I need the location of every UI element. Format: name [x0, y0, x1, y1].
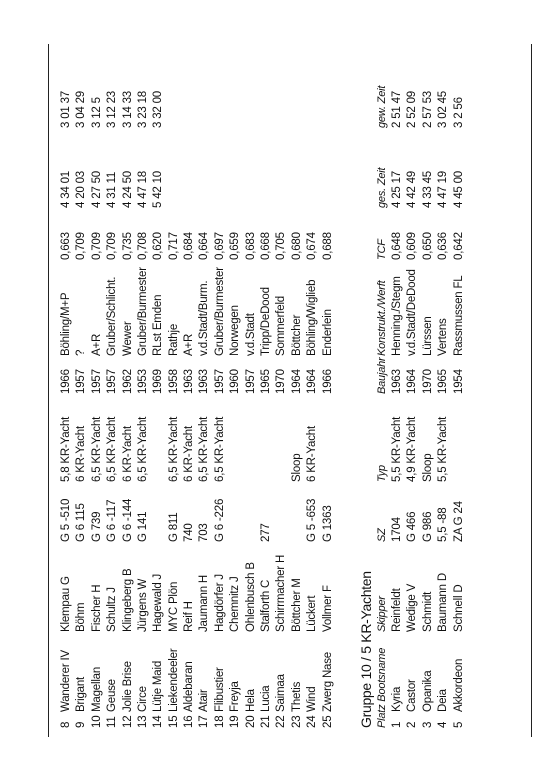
table-row	[228, 53, 243, 728]
cell-typ: Sloop	[421, 453, 434, 482]
cell-year: 1963	[183, 369, 196, 394]
cell-typ	[151, 394, 166, 482]
cell-skipper: Böhm	[75, 602, 88, 632]
cell-nr: 2	[406, 721, 419, 728]
cell-boat: Brigant	[75, 676, 88, 712]
cell-nr: 20	[244, 715, 257, 728]
cell-nr: 16	[183, 715, 196, 728]
cell-gz	[244, 128, 259, 208]
cell-gz: 4 20 03	[75, 171, 88, 208]
cell-designer: Böttcher	[290, 314, 303, 356]
cell-boat: Freyja	[229, 681, 242, 712]
cell-gew	[305, 53, 320, 128]
table-row	[74, 53, 89, 728]
cell-designer: Henning./Stegm	[390, 276, 403, 356]
cell-nr: 13	[136, 715, 149, 728]
cell-nr: 4	[437, 721, 450, 728]
cell-gz	[305, 128, 320, 208]
cell-tcf: 0,620	[152, 232, 165, 260]
cell-typ: 5,8 KR-Yacht	[59, 416, 72, 482]
cell-skipper: Böttcher M	[290, 578, 303, 632]
cell-tcf: 0,683	[244, 232, 257, 260]
cell-gz: 4 47 18	[136, 171, 149, 208]
cell-year: 1965	[437, 369, 450, 394]
table-row	[198, 53, 213, 728]
cell-nr: 11	[106, 716, 119, 728]
cell-nr: 14	[152, 715, 165, 728]
cell-year: 1957	[106, 369, 119, 394]
cell-sz: G 5 -653	[306, 498, 319, 542]
cell-year: 1964	[290, 369, 303, 394]
cell-tcf: 0,650	[421, 232, 434, 260]
cell-gz	[228, 128, 243, 208]
cell-gew: 3 2 56	[452, 97, 465, 128]
cell-boat: Liekendeeler	[167, 648, 180, 712]
cell-typ: 6,5 KR-Yacht	[90, 416, 103, 482]
cell-year: 1957	[244, 369, 257, 394]
table-row	[182, 53, 197, 728]
cell-sz: ZA G 24	[452, 501, 465, 542]
cell-year: 1953	[136, 369, 149, 394]
group-10-table	[375, 53, 467, 728]
cell-year: 1954	[452, 369, 465, 394]
cell-tcf: 0,708	[136, 232, 149, 260]
cell-designer: Gruber/Schlicht.	[106, 276, 119, 356]
cell-typ: 5,5 KR-Yacht	[437, 416, 450, 482]
cell-designer: Böhling/Wiglieb	[306, 279, 319, 356]
cell-gz	[274, 128, 289, 208]
cell-year: 1958	[167, 369, 180, 394]
cell-gew: 2 57 53	[421, 91, 434, 128]
cell-sz	[244, 482, 259, 542]
cell-sz: 703	[198, 523, 211, 542]
cell-boat: Saimaa	[275, 674, 288, 712]
cell-skipper: Klingeberg B	[121, 568, 134, 632]
cell-typ: 4,9 KR-Yacht	[406, 416, 419, 482]
cell-gz: 4 24 50	[121, 171, 134, 208]
cell-designer: Vertens	[437, 318, 450, 356]
cell-designer: v.d.Stadt/DeDood	[406, 269, 419, 356]
cell-sz: G 141	[136, 511, 149, 542]
cell-boat: Akkordeon	[452, 658, 465, 712]
cell-gz	[167, 128, 182, 208]
cell-boat: Aldebaran	[183, 661, 196, 712]
cell-year: 1966	[321, 369, 334, 394]
table-row	[167, 53, 182, 728]
table-row	[321, 53, 336, 728]
header-designer: Konstrukt./Werft	[376, 280, 388, 356]
cell-boat: Opanika	[421, 670, 434, 712]
cell-year: 1962	[121, 369, 134, 394]
cell-typ: 6,5 KR-Yacht	[106, 416, 119, 482]
cell-skipper: Fischer H	[90, 584, 103, 632]
cell-designer: Gruber/Burmester	[136, 267, 149, 356]
cell-sz: G 6 -226	[213, 498, 226, 542]
cell-boat: Wind	[306, 686, 319, 712]
cell-year: 1965	[260, 369, 273, 394]
cell-boat: Deia	[437, 689, 450, 712]
cell-designer: A+R	[183, 333, 196, 356]
cell-tcf: 0,697	[213, 232, 226, 260]
cell-gew: 2 52 09	[406, 91, 419, 128]
header-corrected-time: gew. Zeit	[376, 85, 388, 128]
cell-nr: 3	[421, 721, 434, 728]
cell-gew: 3 12 5	[90, 97, 103, 128]
cell-boat: Magellan	[90, 666, 103, 712]
cell-tcf: 0,735	[121, 232, 134, 260]
cell-gew: 3 23 18	[136, 91, 149, 128]
cell-typ: 6,5 KR-Yacht	[198, 416, 211, 482]
cell-year: 1960	[229, 369, 242, 394]
cell-sz: G 1363	[321, 505, 334, 542]
cell-tcf: 0,684	[183, 232, 196, 260]
cell-nr: 19	[229, 715, 242, 728]
cell-gew	[321, 53, 336, 128]
cell-skipper: Stalforth C	[260, 579, 273, 632]
cell-sz: G 6 -144	[121, 498, 134, 542]
header-row	[375, 53, 390, 728]
cell-gz: 4 31 11	[106, 171, 119, 208]
cell-tcf: 0,668	[260, 232, 273, 260]
cell-typ	[452, 394, 467, 482]
table-row	[105, 53, 120, 728]
table-row	[151, 53, 166, 728]
cell-designer: A+R	[90, 333, 103, 356]
cell-year: 1969	[152, 369, 165, 394]
cell-gz	[290, 128, 305, 208]
header-tcf: TCF	[376, 239, 388, 260]
cell-boat: Thetis	[290, 681, 303, 712]
cell-typ	[259, 394, 274, 482]
cell-year: 1970	[421, 369, 434, 394]
table-row	[290, 53, 305, 728]
cell-typ: Sloop	[290, 453, 303, 482]
cell-skipper: Hagdörfer J	[213, 574, 226, 632]
cell-year: 1963	[198, 369, 211, 394]
cell-gew	[167, 53, 182, 128]
cell-gz	[198, 128, 213, 208]
table-row	[274, 53, 289, 728]
cell-year: 1957	[213, 369, 226, 394]
cell-boat: Jolie Brise	[121, 661, 134, 712]
cell-gew	[274, 53, 289, 128]
table-row	[436, 53, 451, 728]
cell-designer: v.d.Stadt	[244, 313, 257, 356]
cell-sz: 1704	[390, 517, 403, 542]
cell-skipper: Jaumann H	[198, 574, 211, 632]
cell-nr: 15	[167, 715, 180, 728]
cell-designer: Rathje	[167, 323, 180, 356]
cell-skipper: Jürgens W	[136, 578, 149, 632]
cell-nr: 25	[321, 715, 334, 728]
cell-boat: Atair	[198, 689, 211, 712]
cell-gz	[213, 128, 228, 208]
cell-sz: G 811	[167, 512, 180, 542]
cell-nr: 5	[452, 721, 465, 728]
header-sz: SZ	[376, 528, 388, 542]
cell-gz: 4 45 00	[452, 171, 465, 208]
cell-designer: Lürssen	[421, 316, 434, 356]
cell-gz: 4 27 50	[90, 171, 103, 208]
results-page	[55, 53, 524, 728]
header-year: Baujahr	[376, 357, 388, 394]
cell-typ: 6,5 KR-Yacht	[213, 416, 226, 482]
cell-nr: 9	[75, 721, 88, 728]
cell-year: 1964	[306, 369, 319, 394]
cell-year: 1963	[390, 369, 403, 394]
cell-nr: 21	[260, 715, 273, 728]
cell-sz	[151, 482, 166, 542]
cell-tcf: 0,636	[437, 232, 450, 260]
cell-tcf: 0,688	[321, 232, 334, 260]
cell-boat: Lucia	[260, 685, 273, 712]
table-row	[121, 53, 136, 728]
cell-sz: G 6 -117	[106, 499, 119, 542]
cell-typ	[321, 394, 336, 482]
cell-designer: Böhling/M+P	[59, 292, 72, 356]
cell-designer: Norwegen	[229, 305, 242, 356]
cell-skipper: Chemnitz J	[229, 576, 242, 632]
cell-nr: 18	[213, 715, 226, 728]
cell-sz	[228, 482, 243, 542]
cell-sz: G 986	[421, 511, 434, 542]
cell-skipper: Klempau G	[59, 576, 72, 632]
cell-nr: 22	[275, 715, 288, 728]
cell-tcf: 0,717	[167, 232, 180, 260]
table-row	[390, 53, 405, 728]
cell-sz: G 739	[90, 511, 103, 542]
cell-typ: 6 KR-Yacht	[121, 426, 134, 482]
cell-skipper: Vollmer F	[321, 585, 334, 632]
table-row	[405, 53, 420, 728]
cell-tcf: 0,609	[406, 232, 419, 260]
cell-year: 1957	[75, 369, 88, 394]
cell-tcf: 0,680	[290, 232, 303, 260]
cell-sz	[274, 482, 289, 542]
header-platz: Platz Bootsname	[376, 647, 388, 728]
cell-skipper: Reinfeldt	[390, 588, 403, 632]
cell-boat: Hela	[244, 689, 257, 712]
cell-boat: Flibustier	[213, 667, 226, 712]
cell-designer: Gruber/Burmester	[213, 267, 226, 356]
cell-gew	[213, 53, 228, 128]
cell-gew	[182, 53, 197, 128]
results-table	[59, 53, 336, 728]
cell-nr: 12	[121, 715, 134, 728]
cell-gew: 3 14 33	[121, 91, 134, 128]
group-title: Gruppe 10 / 5 KR-Yachten	[358, 571, 374, 728]
cell-gew: 3 12 23	[106, 91, 119, 128]
cell-gew	[244, 53, 259, 128]
cell-tcf: 0,642	[452, 232, 465, 260]
cell-tcf: 0,709	[90, 232, 103, 260]
cell-gz: 4 47 19	[437, 171, 450, 208]
table-row	[90, 53, 105, 728]
cell-designer: ?	[75, 349, 88, 356]
cell-boat: Lütje Maid	[152, 660, 165, 712]
cell-sz: G 466	[406, 511, 419, 542]
cell-year: 1957	[90, 369, 103, 394]
cell-gew: 3 32 00	[152, 91, 165, 128]
cell-sz: 5,5 -88	[437, 507, 450, 542]
cell-nr: 17	[198, 715, 211, 728]
cell-tcf: 0,705	[275, 232, 288, 260]
cell-sz: G 5 -510	[59, 498, 72, 542]
cell-tcf: 0,659	[229, 232, 242, 260]
cell-sz: G 6 115	[75, 503, 88, 542]
cell-boat: Zwerg Nase	[321, 652, 334, 712]
cell-skipper: Schnell D	[452, 584, 465, 632]
cell-boat: Kyria	[390, 686, 403, 712]
cell-skipper: Wedige V	[406, 583, 419, 632]
table-row	[452, 53, 467, 728]
cell-typ: 6,5 KR-Yacht	[167, 416, 180, 482]
cell-sz: 740	[183, 523, 196, 542]
cell-boat: Castor	[406, 679, 419, 712]
table-row	[59, 53, 74, 728]
cell-gew: 3 01 37	[59, 91, 72, 128]
cell-nr: 1	[390, 721, 403, 728]
cell-nr: 10	[90, 715, 103, 728]
cell-gew: 3 02 45	[437, 91, 450, 128]
cell-tcf: 0,648	[390, 232, 403, 260]
cell-gz: 4 34 01	[59, 171, 72, 208]
cell-gz: 4 42 49	[406, 171, 419, 208]
cell-skipper: Lückert	[306, 595, 319, 632]
cell-skipper: Hagewald J	[152, 573, 165, 632]
cell-typ	[244, 394, 259, 482]
cell-typ: 6 KR-Yacht	[306, 426, 319, 482]
table-row	[136, 53, 151, 728]
cell-sz: 277	[260, 523, 273, 542]
cell-typ	[274, 394, 289, 482]
header-total-time: ges. Zeit	[376, 167, 388, 208]
cell-skipper: Schirrmacher H	[275, 554, 288, 632]
cell-tcf: 0,709	[75, 232, 88, 260]
cell-typ	[228, 394, 243, 482]
cell-nr: 23	[290, 715, 303, 728]
cell-gew	[198, 53, 213, 128]
cell-designer: Rassmussen FL	[452, 275, 465, 356]
cell-typ: 6,5 KR-Yacht	[136, 416, 149, 482]
cell-boat: Circe	[136, 686, 149, 712]
cell-year: 1964	[406, 369, 419, 394]
cell-typ: 6 KR-Yacht	[183, 426, 196, 482]
table-row	[421, 53, 436, 728]
cell-boat: Wanderer IV	[59, 650, 72, 712]
cell-typ: 5,5 KR-Yacht	[390, 416, 403, 482]
cell-nr: 24	[306, 715, 319, 728]
cell-designer: Wewer	[121, 321, 134, 356]
cell-designer: Sommerfeld	[275, 296, 288, 356]
cell-gz: 4 33 45	[421, 171, 434, 208]
cell-gew	[290, 53, 305, 128]
cell-gew	[259, 53, 274, 128]
header-typ: Typ	[376, 465, 388, 482]
table-row	[259, 53, 274, 728]
cell-skipper: MYC Plön	[167, 581, 180, 632]
cell-tcf: 0,664	[198, 232, 211, 260]
table-row	[244, 53, 259, 728]
cell-designer: Enderlein	[321, 309, 334, 356]
cell-gew	[228, 53, 243, 128]
cell-gz	[259, 128, 274, 208]
cell-skipper: Baumann D	[437, 573, 450, 632]
cell-skipper: Schultz J	[106, 587, 119, 632]
cell-tcf: 0,674	[306, 232, 319, 260]
cell-gz	[321, 128, 336, 208]
cell-skipper: Reif H	[183, 601, 196, 632]
cell-sz	[290, 482, 305, 542]
cell-gew: 2 51 47	[390, 91, 403, 128]
cell-skipper: Ohlenbusch B	[244, 562, 257, 632]
table-row	[213, 53, 228, 728]
cell-boat: Geuse	[106, 679, 119, 712]
cell-designer: RLst Emden	[152, 294, 165, 356]
cell-nr: 8	[59, 721, 72, 728]
cell-tcf: 0,663	[59, 232, 72, 260]
header-skipper: Skipper	[376, 596, 388, 632]
cell-gew: 3 04 29	[75, 91, 88, 128]
cell-designer: v.d.Stadt/Burm.	[198, 280, 211, 356]
cell-year: 1970	[275, 369, 288, 394]
cell-typ: 6 KR-Yacht	[75, 426, 88, 482]
cell-year: 1966	[59, 369, 72, 394]
cell-designer: Tripp/DeDood	[260, 287, 273, 356]
cell-gz	[182, 128, 197, 208]
cell-tcf: 0,709	[106, 232, 119, 260]
cell-skipper: Schmidt	[421, 591, 434, 632]
table-row	[305, 53, 320, 728]
cell-gz: 5 42 10	[152, 171, 165, 208]
cell-gz: 4 25 17	[390, 171, 403, 208]
